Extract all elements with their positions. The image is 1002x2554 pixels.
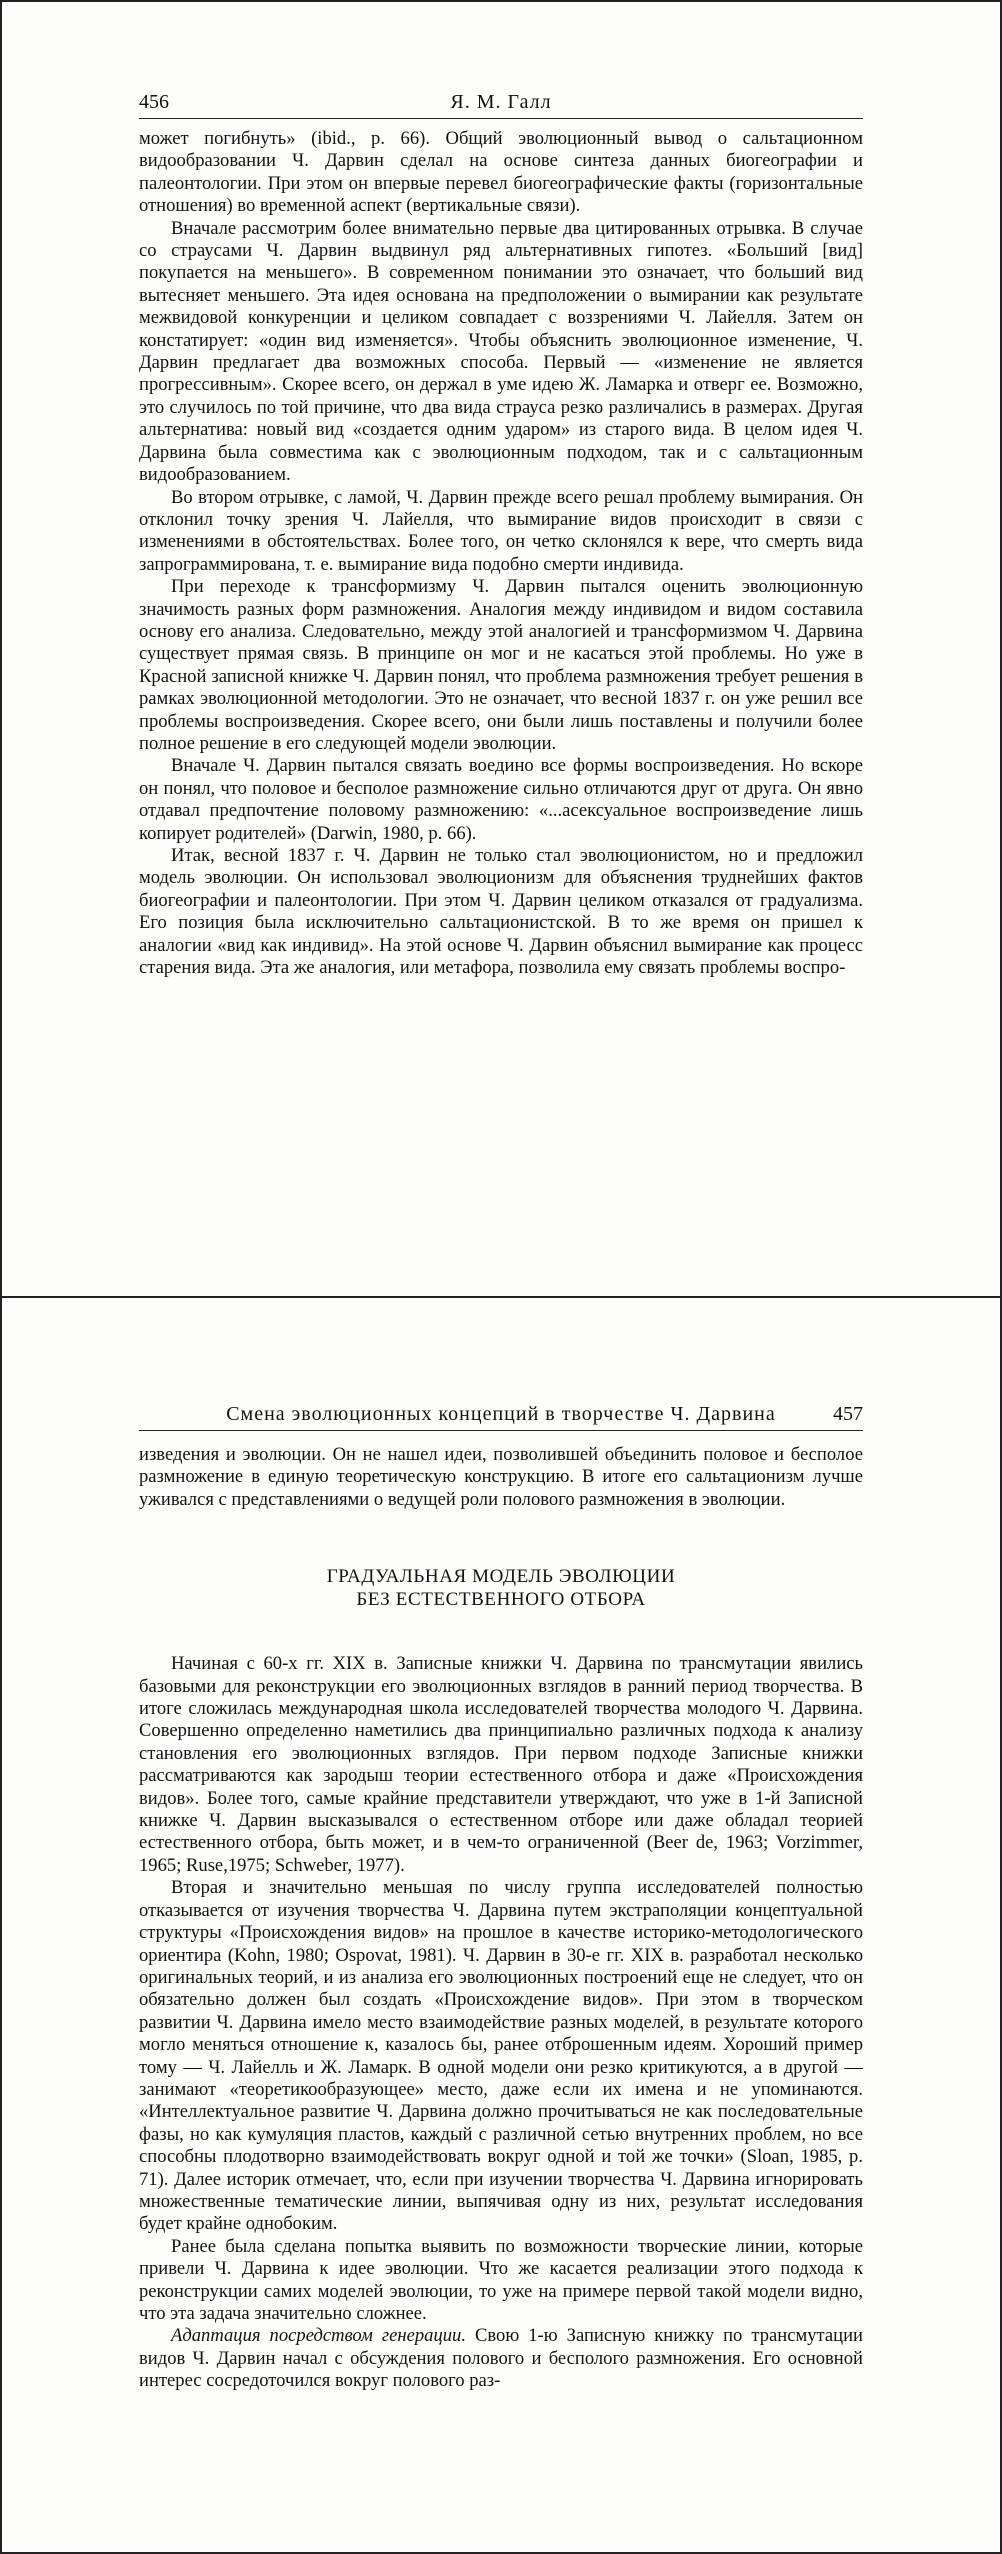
section-heading-line: ГРАДУАЛЬНАЯ МОДЕЛЬ ЭВОЛЮЦИИ	[326, 1566, 676, 1588]
page-header	[139, 1402, 863, 1431]
paragraph: При переходе к трансформизму Ч. Дарвин пытался оценить эволюционную значимость разных форм размножения. Аналогия между индивидом и видом составила основу его анализа. Следовательно, между этой аналогией и трансформизмом Ч. Дарвина существует прямая связь. В принципе он мог и не касаться этой проблемы. Но уже в Красной записной книжке Ч. Дарвин понял, что проблема размножения требует решения в рамках эволюционной методологии. Это не означает, что весной 1837 г. он уже решил все проблемы воспроизведения. Скорее всего, они были лишь поставлены и получили более полное решение в его следующей модели эволюции.	[139, 576, 863, 754]
paragraph: Начиная с 60-х гг. XIX в. Записные книжки Ч. Дарвина по трансмутации явились базовыми для реконструкции его эволюционных взглядов в ранний период творчества. В итоге сложилась международная школа исследователей творчества молодого Ч. Дарвина. Совершенно определенно наметились два принципиально различных подхода к анализу становления его эволюционных взглядов. При первом подходе Записные книжки рассматриваются как зародыш теории естественного отбора и даже «Происхождения видов». Более того, самые крайние представители утверждают, что уже в 1-й Записной книжке Ч. Дарвин высказывался о естественном отборе или даже обладал теорией естественного отбора, быть может, и в чем-то ограниченной (Beer de, 1963; Vorzimmer, 1965; Ruse,1975; Schweber, 1977).	[139, 1653, 863, 1876]
paragraph	[139, 2325, 863, 2392]
paragraph: Вторая и значительно меньшая по числу группа исследователей полностью отказывается от изучения творчества Ч. Дарвина путем экстраполяции концептуальной структуры «Происхождения видов» на прошлое в качестве историко-методологического ориентира (Kohn, 1980; Ospovat, 1981). Ч. Дарвин в 30-е гг. XIX в. разработал несколько оригинальных теорий, и из анализа его эволюционных построений еще не следует, что он обязательно должен был создать «Происхождение видов». При этом в творческом развитии Ч. Дарвина имело место взаимодействие разных моделей, в результате которого могло меняться отношение к, казалось бы, ранее отброшенным идеям. Хороший пример тому — Ч. Лайелль и Ж. Ламарк. В одной модели они резко критикуются, а в другой — занимают «теоретикообразующее» место, даже если их имена и не упоминаются. «Интеллектуальное развитие Ч. Дарвина должно прочитываться не как последовательные фазы, но как кумуляция пластов, каждый с различной сетью внутренних проблем, но все способны плодотворно взаимодействовать вокруг одной и той же точки» (Sloan, 1985, p. 71). Далее историк отмечает, что, если при изучении творчества Ч. Дарвина игнорировать множественные тематические линии, выпячивая одну из них, результат исследования будет крайне однобоким.	[139, 1877, 863, 2235]
paragraph: Вначале рассмотрим более внимательно первые два цитированных отрывка. В случае со страусами Ч. Дарвин выдвинул ряд альтернативных гипотез. «Больший [вид] покупается на меньшего». В современном понимании это означает, что больший вид вытесняет меньшего. Эта идея основана на предположении о вымирании как результате межвидовой конкуренции и целиком совпадает с воззрениями Ч. Лайелля. Затем он констатирует: «один вид изменяется». Чтобы объяснить эволюционное изменение, Ч. Дарвин предлагает два возможных способа. Первый — «изменение не является прогрессивным». Скорее всего, он держал в уме идею Ж. Ламарка и отверг ее. Возможно, это случилось по той причине, что два вида страуса резко различались в размерах. Другая альтернатива: новый вид «создается одним ударом» из старого вида. В целом идея Ч. Дарвина была совместима как с эволюционным подходом, так и с сальтационным видообразованием.	[139, 217, 863, 486]
paragraph: Ранее была сделана попытка выявить по возможности творческие линии, которые привели Ч. Дарвина к идее эволюции. Что же касается реализации этого подхода к реконструкции самих моделей эволюции, то уже на примере первой такой модели видно, что эта задача значительно сложнее.	[139, 2235, 863, 2324]
section-heading	[139, 1565, 863, 1611]
paragraph: Вначале Ч. Дарвин пытался связать воедино все формы воспроизведения. Но вскоре он понял, что половое и бесполое размножение сильно отличаются друг от друга. Он явно отдавал предпочтение половому размножению: «...асексуальное воспроизведение лишь копирует родителей» (Darwin, 1980, p. 66).	[139, 755, 863, 844]
paragraph: Итак, весной 1837 г. Ч. Дарвин не только стал эволюционистом, но и предложил модель эволюции. Он использовал эволюционизм для объяснения труднейших фактов биогеографии и палеонтологии. При этом Ч. Дарвин целиком отказался от градуализма. Его позиция была исключительно сальтационистской. В то же время он пришел к аналогии «вид как индивид». На этой основе Ч. Дарвин объяснил вымирание как процесс старения вида. Эта же аналогия, или метафора, позволила ему связать проблемы воспро-	[139, 845, 863, 979]
page-number: 457	[833, 1403, 863, 1425]
paragraph-text: Свою 1-ю Записную книжку по трансмутации видов Ч. Дарвин начал с обсуждения полового и бесполого размножения. Его основной интерес сосредоточился вокруг полового раз-	[139, 2325, 863, 2392]
page-body	[139, 1444, 863, 2393]
section-heading-line: БЕЗ ЕСТЕСТВЕННОГО ОТБОРА	[356, 1589, 646, 1611]
page-header	[139, 90, 863, 119]
paragraph: изведения и эволюции. Он не нашел идеи, позволившей объединить половое и бесполое размножение в единую теоретическую конструкцию. В итоге его сальтационизм лучше уживался с представлениями о ведущей роли полового размножения в эволюции.	[139, 1444, 863, 1510]
paragraph: может погибнуть» (ibid., p. 66). Общий эволюционный вывод о сальтационном видообразовании Ч. Дарвин сделал на основе синтеза данных биогеографии и палеонтологии. При этом он впервые перевел биогеографические факты (горизонтальные отношения) во временной аспект (вертикальные связи).	[139, 128, 863, 217]
running-head-author: Я. М. Галл	[450, 91, 552, 113]
page-457	[0, 1296, 1002, 2554]
paragraph: Во втором отрывке, с ламой, Ч. Дарвин прежде всего решал проблему вымирания. Он отклонил точку зрения Ч. Лайелля, что вымирание видов происходит в связи с изменениями в обстоятельствах. Более того, он четко склонялся к вере, что смерть вида запрограммирована, т. е. вымирание вида подобно смерти индивида.	[139, 486, 863, 575]
page-number: 456	[139, 91, 169, 113]
page-body	[139, 128, 863, 979]
running-head-title: Смена эволюционных концепций в творчестве Ч. Дарвина	[226, 1403, 776, 1425]
paragraph-lead-italic: Адаптация посредством генерации.	[171, 2325, 466, 2347]
